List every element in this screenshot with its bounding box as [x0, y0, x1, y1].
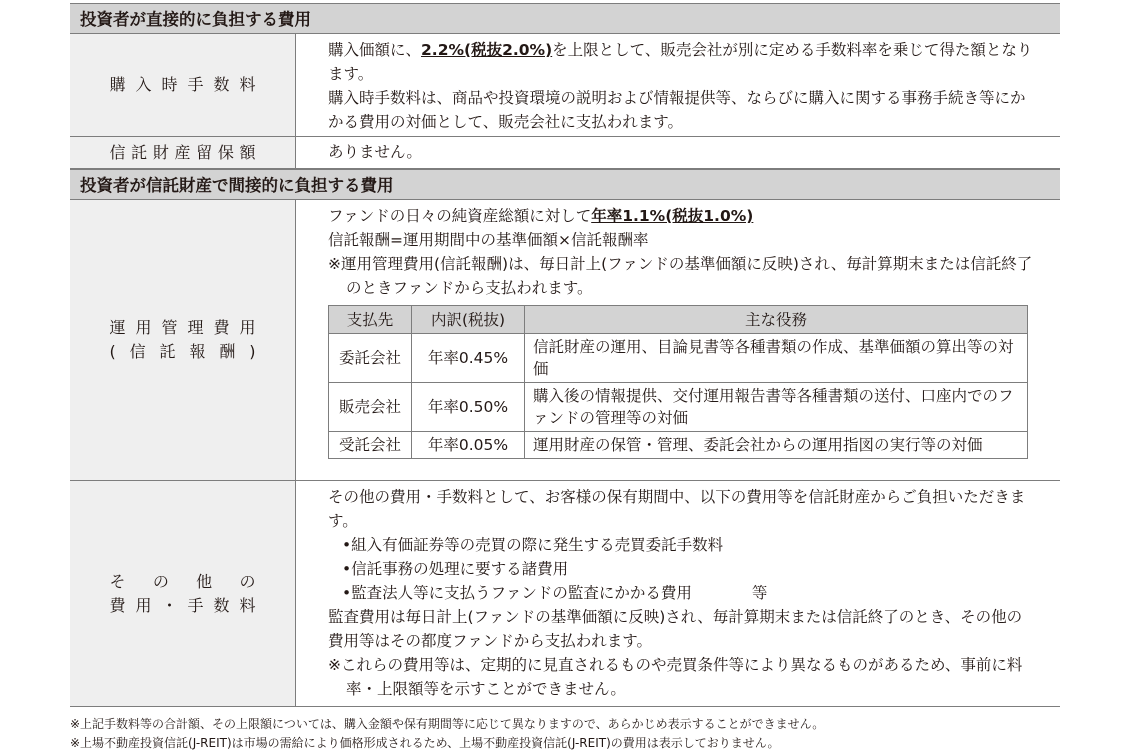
other-fees-label [70, 481, 296, 706]
breakdown-row [329, 383, 1028, 432]
purchase-fee-label [70, 34, 296, 136]
breakdown-header-payee: 支払先 [329, 306, 412, 334]
breakdown-payee: 販売会社 [329, 383, 412, 432]
trust-fee-rate: 年率1.1%(税抜1.0%) [591, 207, 754, 225]
purchase-fee-content [296, 34, 1060, 136]
other-fees-bullet: •信託事務の処理に要する諸費用 [342, 560, 569, 578]
other-fees-content [296, 481, 1060, 706]
trust-fee-note: ※運用管理費用(信託報酬)は、毎日計上(ファンドの基準価額に反映)され、毎計算期末または信託終了のときファンドから支払われます。 [328, 255, 1033, 297]
footnote-2: ※上場不動産投資信託(J-REIT)は市場の需給により価格形成されるため、上場不動産投資信託(J-REIT)の費用は表示しておりません。 [70, 736, 780, 750]
fee-table [70, 3, 1060, 707]
breakdown-header-row [329, 306, 1028, 334]
breakdown-payee: 委託会社 [329, 334, 412, 383]
other-fees-label-line1: そ の 他 の [109, 571, 256, 591]
breakdown-row [329, 432, 1028, 459]
reserve-label-text: 信託財産留保額 [109, 142, 256, 162]
breakdown-rate: 年率0.05% [412, 432, 525, 459]
reserve-row [70, 137, 1060, 169]
other-fees-text-1: その他の費用・手数料として、お客様の保有期間中、以下の費用等を信託財産からご負担いただきます。 [328, 488, 1026, 530]
footnotes [70, 715, 824, 753]
purchase-fee-text-1-post: を上限として、販売会社が別に定める手数料率を乗じて得た額となります。 [328, 41, 1033, 83]
trust-fee-content [296, 200, 1060, 480]
purchase-fee-row [70, 34, 1060, 137]
other-fees-bullet: •組入有価証券等の売買の際に発生する売買委託手数料 [342, 536, 724, 554]
trust-fee-row [70, 200, 1060, 481]
trust-fee-text-1-pre: ファンドの日々の純資産総額に対して [328, 207, 592, 225]
trust-fee-breakdown-table [328, 305, 1028, 459]
trust-fee-text-1 [328, 204, 1036, 228]
breakdown-rate: 年率0.45% [412, 334, 525, 383]
trust-fee-formula: 信託報酬=運用期間中の基準価額×信託報酬率 [328, 231, 649, 249]
other-fees-text-2: 監査費用は毎日計上(ファンドの基準価額に反映)され、毎計算期末または信託終了のとき、その他の費用等はその都度ファンドから支払われます。 [328, 608, 1023, 650]
breakdown-service: 信託財産の運用、目論見書等各種書類の作成、基準価額の算出等の対価 [525, 334, 1028, 383]
reserve-text: ありません。 [328, 143, 422, 161]
footnote-1: ※上記手数料等の合計額、その上限額については、購入金額や保有期間等に応じて異なりますので、あらかじめ表示することができません。 [70, 717, 825, 731]
breakdown-payee: 受託会社 [329, 432, 412, 459]
breakdown-header-rate: 内訳(税抜) [412, 306, 525, 334]
purchase-fee-max-rate: 2.2%(税抜2.0%) [421, 41, 553, 59]
breakdown-service: 購入後の情報提供、交付運用報告書等各種書類の送付、口座内でのファンドの管理等の対価 [525, 383, 1028, 432]
breakdown-rate: 年率0.50% [412, 383, 525, 432]
section-header-indirect-costs: 投資者が信託財産で間接的に負担する費用 [70, 169, 1060, 200]
other-fees-note: ※これらの費用等は、定期的に見直されるものや売買条件等により異なるものがあるため、事前に料率・上限額等を示すことができません。 [328, 656, 1023, 698]
breakdown-row [329, 334, 1028, 383]
breakdown-service: 運用財産の保管・管理、委託会社からの運用指図の実行等の対価 [525, 432, 1028, 459]
purchase-fee-text-1 [328, 38, 1036, 86]
purchase-fee-text-1-pre: 購入価額に、 [328, 41, 422, 59]
purchase-fee-text-2: 購入時手数料は、商品や投資環境の説明および情報提供等、ならびに購入に関する事務手続き等にかかる費用の対価として、販売会社に支払われます。 [328, 89, 1026, 131]
trust-fee-label [70, 200, 296, 480]
section-header-direct-costs: 投資者が直接的に負担する費用 [70, 3, 1060, 34]
other-fees-row [70, 481, 1060, 707]
other-fees-label-line2: 費用・手数料 [109, 595, 256, 615]
reserve-label [70, 137, 296, 168]
trust-fee-label-line1: 運用管理費用 [109, 318, 256, 337]
other-fees-bullet-3-suffix: 等 [751, 584, 768, 602]
breakdown-header-service: 主な役務 [525, 306, 1028, 334]
purchase-fee-label-text: 購入時手数料 [109, 75, 256, 94]
trust-fee-label-line2: (信託報酬) [109, 342, 256, 361]
reserve-content [296, 137, 1060, 168]
other-fees-bullet [328, 581, 1036, 605]
other-fees-bullet-3-text: •監査法人等に支払うファンドの監査にかかる費用 [342, 584, 692, 602]
